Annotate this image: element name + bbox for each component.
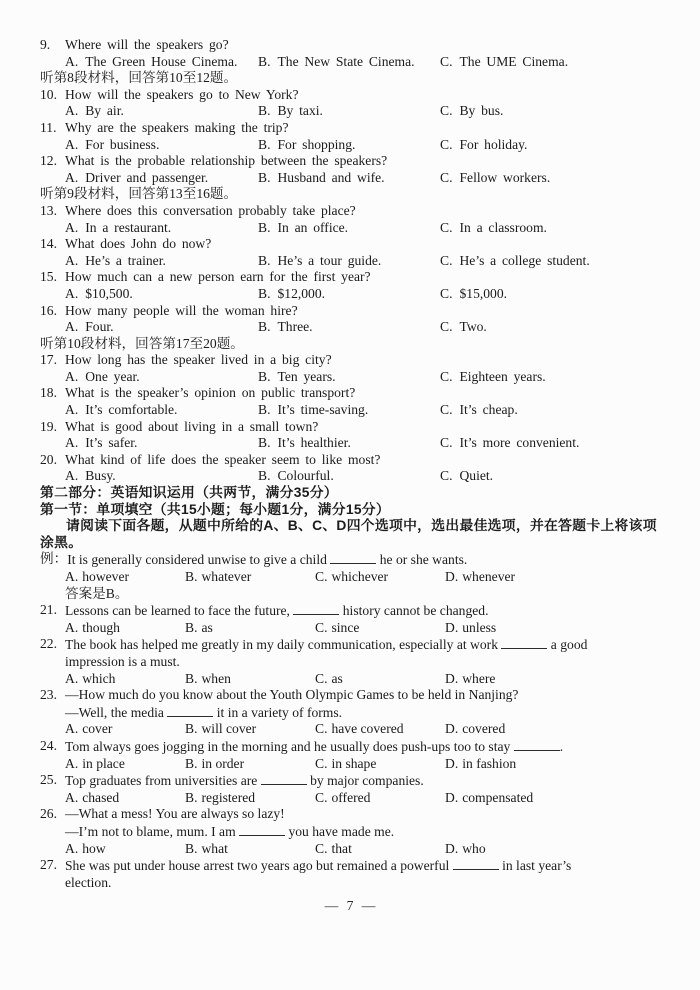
options-row [40,756,668,773]
option-d [445,569,668,586]
option-a [65,220,258,237]
option-label: C. [440,53,453,69]
option-d [445,620,668,637]
option-a [65,137,258,154]
option-label: C. [315,789,328,805]
question-row [40,636,668,654]
option-text: In an office. [277,219,349,235]
question-row [40,385,668,402]
option-text: whichever [331,569,389,584]
answer-blank [330,551,376,564]
question-number: 19. [40,418,57,434]
exam-content [40,37,668,891]
option-label: C. [440,402,453,418]
option-label: C. [440,285,453,301]
question-row [40,87,668,104]
option-label: A. [65,285,79,301]
option-label: C. [315,755,328,771]
option-text: The Green House Cinema. [85,53,238,69]
question-number: 27. [40,857,57,873]
option-text: Two. [459,319,487,335]
option-c [315,841,445,858]
option-text: unless [462,619,497,635]
option-text: $10,500. [85,285,133,301]
option-text: Eighteen years. [459,368,546,384]
option-c [440,319,668,336]
question-row [40,551,668,569]
option-label: C. [440,468,453,484]
option-b [258,319,440,336]
option-b [185,790,315,807]
option-text: Husband and wife. [277,169,385,185]
option-text: where [462,670,496,686]
option-label: B. [185,721,198,737]
section-heading: 第二部分：英语知识运用（共两节，满分35分） [40,485,338,501]
option-text: It’s safer. [85,435,138,451]
option-text: By air. [85,103,124,119]
option-a [65,286,258,303]
option-text: who [462,840,486,856]
question-text: It is generally considered unwise to give a child he or she wants. [67,552,468,568]
option-label: D. [445,755,459,771]
page-number: — 7 — [324,898,376,913]
option-a [65,103,258,120]
question-number: 11. [40,119,57,135]
answer-blank [453,857,499,870]
option-c [440,220,668,237]
option-label: A. [65,252,79,268]
option-text: Quiet. [459,468,494,484]
option-d [445,841,668,858]
option-text: Ten years. [277,368,336,384]
options-row [40,103,668,120]
option-label: A. [65,755,79,771]
question-row [40,120,668,137]
option-a [65,841,185,858]
question-text: What kind of life does the speaker seem to like most? [65,451,381,467]
option-label: A. [65,169,79,185]
question-row [40,602,668,620]
option-label: A. [65,721,79,737]
options-row [40,721,668,738]
option-label: B. [258,468,271,484]
question-text: The book has helped me greatly in my daily communication, especially at work a good [65,637,588,653]
option-a [65,721,185,738]
options-row [40,170,668,187]
option-a [65,468,258,485]
option-label: D. [445,789,459,805]
option-a [65,319,258,336]
option-label: C. [315,569,328,584]
option-a [65,369,258,386]
option-label: A. [65,402,79,418]
option-label: B. [258,435,271,451]
option-text: It’s time-saving. [277,402,369,418]
material-direction: 听第9段材料，回答第13至16题。 [40,186,238,202]
option-text: will cover [201,721,257,737]
question-text: Why are the speakers making the trip? [65,119,289,135]
option-label: A. [65,103,79,119]
question-text: How much can a new person earn for the first year? [65,269,371,285]
question-text-continued: —Well, the media it in a variety of forms. [65,704,343,720]
option-c [440,137,668,154]
option-b [258,369,440,386]
question-row [40,153,668,170]
option-c [315,671,445,688]
option-a [65,756,185,773]
question-row [40,269,668,286]
option-text: Four. [85,319,114,335]
question-number: 23. [40,687,57,703]
option-c [440,435,668,452]
option-a [65,790,185,807]
option-label: A. [65,789,79,805]
answer-blank [167,704,213,717]
question-number: 14. [40,236,57,252]
option-text: in fashion [462,755,517,771]
option-text: It’s cheap. [459,402,518,418]
option-text: In a restaurant. [85,219,172,235]
option-b [258,435,440,452]
question-text: Where will the speakers go? [65,37,229,52]
option-a [65,253,258,270]
option-text: whatever [201,569,252,584]
option-label: D. [445,670,459,686]
option-label: C. [315,721,328,737]
question-number: 26. [40,806,57,822]
option-c [315,790,445,807]
options-row [40,369,668,386]
option-b [258,402,440,419]
option-text: in shape [331,755,377,771]
option-text: whenever [462,569,516,584]
option-label: B. [258,169,271,185]
option-label: B. [185,755,198,771]
option-label: B. [258,136,271,152]
question-row [40,806,668,823]
option-text: offered [331,789,371,805]
option-label: B. [258,103,271,119]
option-c [440,103,668,120]
question-number: 16. [40,302,57,318]
question-text: What is the speaker’s opinion on public transport? [65,385,356,401]
option-label: B. [258,402,271,418]
option-c [440,253,668,270]
options-row [40,435,668,452]
question-number: 24. [40,737,57,753]
question-text: Top graduates from universities are by major companies. [65,773,424,789]
option-text: as [201,619,213,635]
option-b [258,286,440,303]
option-text: It’s more convenient. [459,435,580,451]
option-label: B. [185,789,198,805]
option-text: registered [201,789,256,805]
option-label: B. [258,368,271,384]
option-text: how [82,840,106,856]
option-c [440,170,668,187]
option-text: in place [82,755,125,771]
option-text: He’s a tour guide. [277,252,382,268]
options-row [40,468,668,485]
option-label: C. [440,435,453,451]
option-label: B. [258,252,271,268]
option-label: C. [315,670,328,686]
options-row [40,841,668,858]
option-text: Fellow workers. [459,169,551,185]
question-row [40,203,668,220]
option-d [445,756,668,773]
question-row [40,772,668,790]
option-text: chased [82,789,120,805]
question-text: She was put under house arrest two years ago but remained a powerful in last year’s [65,858,572,874]
option-b [258,137,440,154]
option-a [65,671,185,688]
option-text: $12,000. [277,285,326,301]
question-text: What is good about living in a small town? [65,418,319,434]
option-text: By bus. [459,103,504,119]
option-text: when [201,670,231,686]
option-b [258,170,440,187]
option-label: A. [65,840,79,856]
option-text: what [201,840,228,856]
question-text: How many people will the woman hire? [65,302,298,318]
question-text: Tom always goes jogging in the morning and he usually does push-ups too to stay . [65,738,564,754]
option-text: compensated [462,789,534,805]
material-direction: 听第8段材料，回答第10至12题。 [40,70,238,86]
option-d [445,790,668,807]
question-number: 15. [40,269,57,285]
option-c [440,54,668,71]
option-text: Three. [277,319,313,335]
question-number: 13. [40,202,57,218]
option-label: A. [65,468,79,484]
options-row [40,286,668,303]
question-number: 20. [40,451,57,467]
option-label: B. [185,619,198,635]
question-row [40,419,668,436]
question-number: 21. [40,602,57,618]
options-row [40,790,668,807]
answer-blank [261,772,307,785]
option-text: The UME Cinema. [459,53,569,69]
option-a [65,569,185,586]
option-text: For business. [85,136,160,152]
material-direction: 听第10段材料，回答第17至20题。 [40,335,244,351]
option-b [258,54,440,71]
options-row [40,620,668,637]
option-b [258,253,440,270]
answer-blank [514,738,560,751]
option-label: C. [440,103,453,119]
question-text: What does John do now? [65,236,212,252]
option-text: By taxi. [277,103,323,119]
option-d [445,671,668,688]
options-row [40,54,668,71]
option-label: B. [258,285,271,301]
option-label: D. [445,840,459,856]
option-b [185,841,315,858]
option-text: Driver and passenger. [85,169,209,185]
question-text: How long has the speaker lived in a big city? [65,352,332,368]
question-text: What is the probable relationship between the speakers? [65,153,388,169]
option-c [440,402,668,419]
option-b [185,569,315,586]
option-c [440,369,668,386]
option-text: covered [462,721,506,737]
option-b [258,468,440,485]
option-label: A. [65,136,79,152]
question-row [40,738,668,756]
question-number: 例： [40,551,68,567]
option-label: B. [258,319,271,335]
option-label: C. [440,169,453,185]
option-text: Busy. [85,468,116,484]
option-text: Colourful. [277,468,334,484]
option-label: B. [258,219,271,235]
question-number: 25. [40,772,57,788]
question-text-continued: election. [65,874,112,890]
option-c [440,286,668,303]
option-text: For shopping. [277,136,356,152]
question-text-continued: impression is a must. [65,653,180,669]
option-label: D. [445,721,459,737]
option-label: C. [315,840,328,856]
option-label: D. [445,619,459,635]
answer-blank [293,602,339,615]
option-text: in order [201,755,245,771]
question-row [40,857,668,875]
option-b [185,721,315,738]
question-number: 22. [40,636,57,652]
question-text: —What a mess! You are always so lazy! [65,806,285,822]
option-label: A. [65,569,79,584]
option-text: $15,000. [459,285,508,301]
option-c [440,468,668,485]
option-label: B. [258,53,271,69]
question-row [40,352,668,369]
option-label: B. [185,840,198,856]
option-label: C. [315,619,328,635]
option-text: It’s comfortable. [85,402,178,418]
options-row [40,137,668,154]
option-a [65,620,185,637]
option-label: B. [185,670,198,686]
option-label: A. [65,219,79,235]
option-text: that [331,840,352,856]
option-label: A. [65,619,79,635]
option-text: have covered [331,721,404,737]
question-row [40,236,668,253]
question-row [40,303,668,320]
option-text: since [331,619,360,635]
question-number: 18. [40,385,57,401]
question-number: 17. [40,352,57,368]
option-label: C. [440,136,453,152]
option-b [258,103,440,120]
option-label: C. [440,219,453,235]
option-c [315,721,445,738]
option-text: It’s healthier. [277,435,351,451]
option-text: One year. [85,368,140,384]
option-text: though [82,619,120,635]
example-answer: 答案是B。 [65,585,129,601]
option-label: A. [65,53,79,69]
question-row [40,687,668,704]
option-label: D. [445,569,459,584]
section-heading: 第一节：单项填空（共15小题；每小题1分，满分15分） [40,501,390,517]
answer-blank [501,636,547,649]
option-label: A. [65,435,79,451]
answer-blank [239,823,285,836]
options-row [40,569,668,586]
option-c [315,756,445,773]
option-b [185,671,315,688]
question-row [40,452,668,469]
option-a [65,54,258,71]
option-a [65,435,258,452]
option-b [185,756,315,773]
option-a [65,170,258,187]
answer-directions: 请阅读下面各题，从题中所给的A、B、C、D四个选项中，选出最佳选项，并在答题卡上将该项涂黑。 [40,518,657,550]
option-label: A. [65,670,79,686]
option-label: C. [440,252,453,268]
option-text: as [331,670,343,686]
question-number: 10. [40,86,57,102]
option-text: For holiday. [459,136,528,152]
option-label: A. [65,368,79,384]
option-c [315,569,445,586]
option-text: cover [82,721,113,737]
option-text: however [82,569,130,584]
option-a [65,402,258,419]
option-label: B. [185,569,198,584]
options-row [40,671,668,688]
option-c [315,620,445,637]
option-b [185,620,315,637]
option-label: C. [440,368,453,384]
question-text: How will the speakers go to New York? [65,86,299,102]
question-text: Lessons can be learned to face the future, history cannot be changed. [65,603,489,619]
option-text: He’s a college student. [459,252,590,268]
question-text-continued: —I’m not to blame, mum. I am you have made me. [65,823,395,839]
options-row [40,220,668,237]
option-text: which [82,670,116,686]
question-row [40,37,668,54]
option-d [445,721,668,738]
option-text: In a classroom. [459,219,547,235]
option-text: He’s a trainer. [85,252,166,268]
option-label: A. [65,319,79,335]
question-text: —How much do you know about the Youth Olympic Games to be held in Nanjing? [65,687,519,703]
question-text: Where does this conversation probably take place? [65,202,356,218]
options-row [40,253,668,270]
options-row [40,402,668,419]
option-text: The New State Cinema. [277,53,415,69]
question-number: 12. [40,153,57,169]
options-row [40,319,668,336]
option-b [258,220,440,237]
question-number: 9. [40,37,51,52]
option-label: C. [440,319,453,335]
